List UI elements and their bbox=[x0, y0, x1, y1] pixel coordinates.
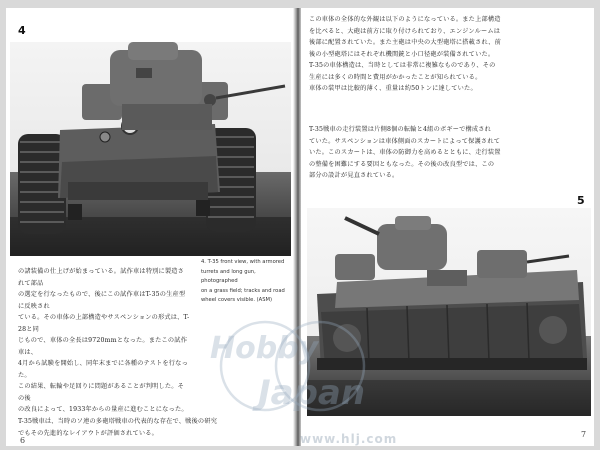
tank-photo-side bbox=[307, 208, 591, 416]
page-number-7: 7 bbox=[581, 430, 587, 439]
left-page bbox=[6, 8, 295, 446]
right-page bbox=[301, 8, 594, 446]
photo-number-4: 4 bbox=[18, 24, 26, 37]
page-number-6: 6 bbox=[20, 436, 26, 445]
right-mid-text: T-35戦車の走行装置は片側8個の転輪と4組のボギーで構成され ていた。サスペンションは車体側面のスカートによって保護されて いた。このスカートは、車体の防御力を高めるとともに、走行装置 の整備を困難にする要因ともなった。その後の改良型では、この 部分の設計が見直されている。 bbox=[309, 126, 501, 179]
svg-text:Hobby: Hobby bbox=[210, 331, 319, 366]
left-body-text: の諸装備の仕上げが始まっている。試作車は特別に製造されて部品 の選定を行なったもので、後にこの試作車はT-35の生産型に反映され ている。その車体の上部構造やサスペンションの形式は、T-28と同 じもので、車体の全長は9720mmとなった。またこの試作車は、 4月から試験を開始し、同年末までに各種のテストを行なった。 この結果、転輪や足回りに問題があることが判明した。その後 の改良によって、1933年からの量産に進むことになった。 bbox=[18, 268, 190, 413]
photo-number-5: 5 bbox=[577, 194, 585, 207]
watermark-url: www.hlj.com bbox=[300, 432, 398, 446]
right-top-text: この車体の全体的な外観は以下のようになっている。また上部構造 を比べると、大砲は前方に取り付けられており、エンジンルームは 後部に配置されていた。また主砲は中央の大型砲塔に搭載され、前 後の小型砲塔にはそれぞれ機関銃と小口径砲が装備されていた。 T-35の車体構造は、当時としては非常に複雑なものであり、その 生産には多くの時間と費用がかかったことが知られている。 車体の装甲は比較的薄く、重量は約50トンに達していた。 bbox=[309, 16, 501, 92]
tank-photo-front bbox=[10, 42, 291, 256]
svg-text:Japan: Japan bbox=[258, 373, 366, 413]
left-footer-text: T-35戦車は、当時のソ連の多砲塔戦車の代表的な存在で、戦後の研究 でもその先進的なレイアウトが評価されている。 bbox=[18, 418, 218, 437]
photo-4-caption: 4. T-35 front view, with armored turrets and long gun, photographed on a grass field; tracks and road wheel covers visible. (ASM) bbox=[201, 259, 285, 303]
